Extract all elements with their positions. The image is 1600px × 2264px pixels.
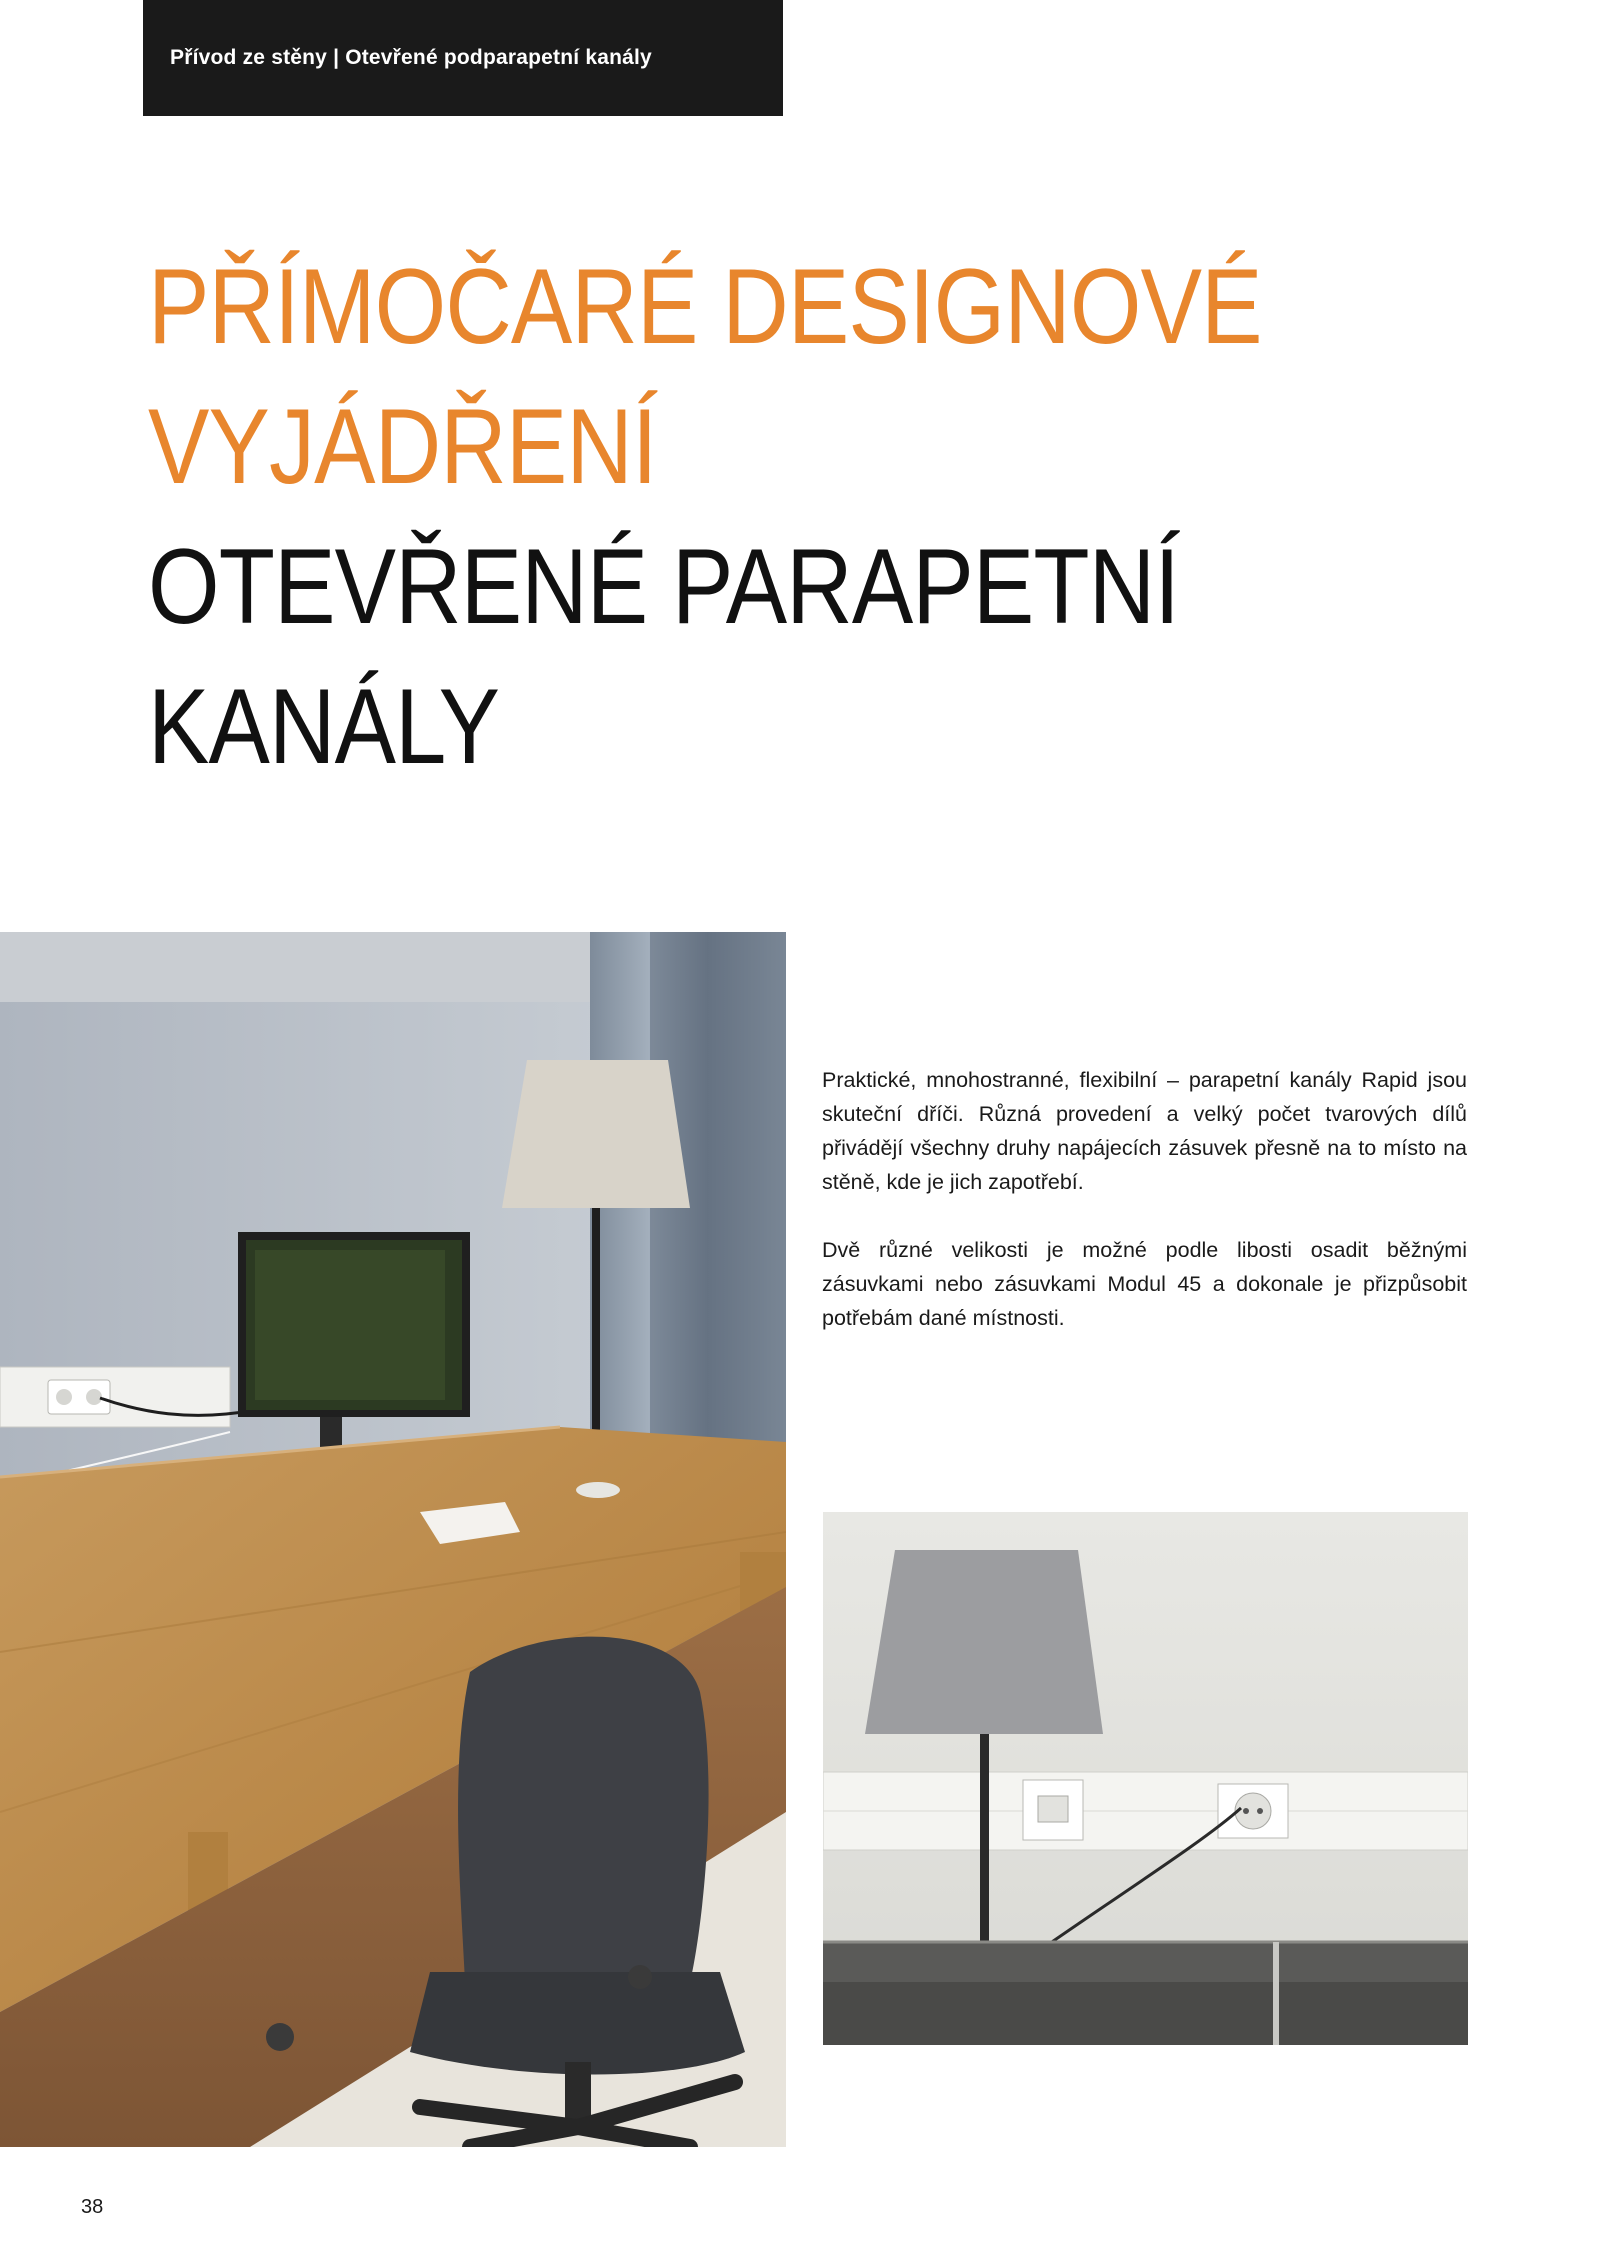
title-line-3: OTEVŘENÉ PARAPETNÍ — [148, 526, 1180, 646]
title-accent-line-1: PŘÍMOČARÉ DESIGNOVÉ — [148, 246, 1262, 366]
body-text — [822, 1063, 1467, 1369]
title-line-4: KANÁLY — [148, 666, 500, 786]
page-title — [148, 236, 1262, 796]
breadcrumb: Přívod ze stěny | Otevřené podparapetní kanály — [170, 46, 652, 69]
body-paragraph-2: Dvě různé velikosti je možné podle libosti osadit běžnými zásuvkami nebo zásuvkami Modul 45 a dokonale je přizpůsobit potřebám dané místnosti. — [822, 1238, 1467, 1330]
body-paragraph-1: Praktické, mnohostranné, flexibilní – parapetní kanály Rapid jsou skuteční dříči. Různá provedení a velký počet tvarových dílů přivádějí všechny druhy napájecích zásuvek přesně na to místo na stěně, kde je jich zapotřebí. — [822, 1068, 1467, 1194]
page-number: 38 — [81, 2196, 104, 2218]
title-accent-line-2: VYJÁDŘENÍ — [148, 386, 657, 506]
table-lamp-photo — [823, 1512, 1468, 2045]
office-desk-photo — [0, 932, 786, 2147]
section-header-bar — [143, 0, 783, 116]
